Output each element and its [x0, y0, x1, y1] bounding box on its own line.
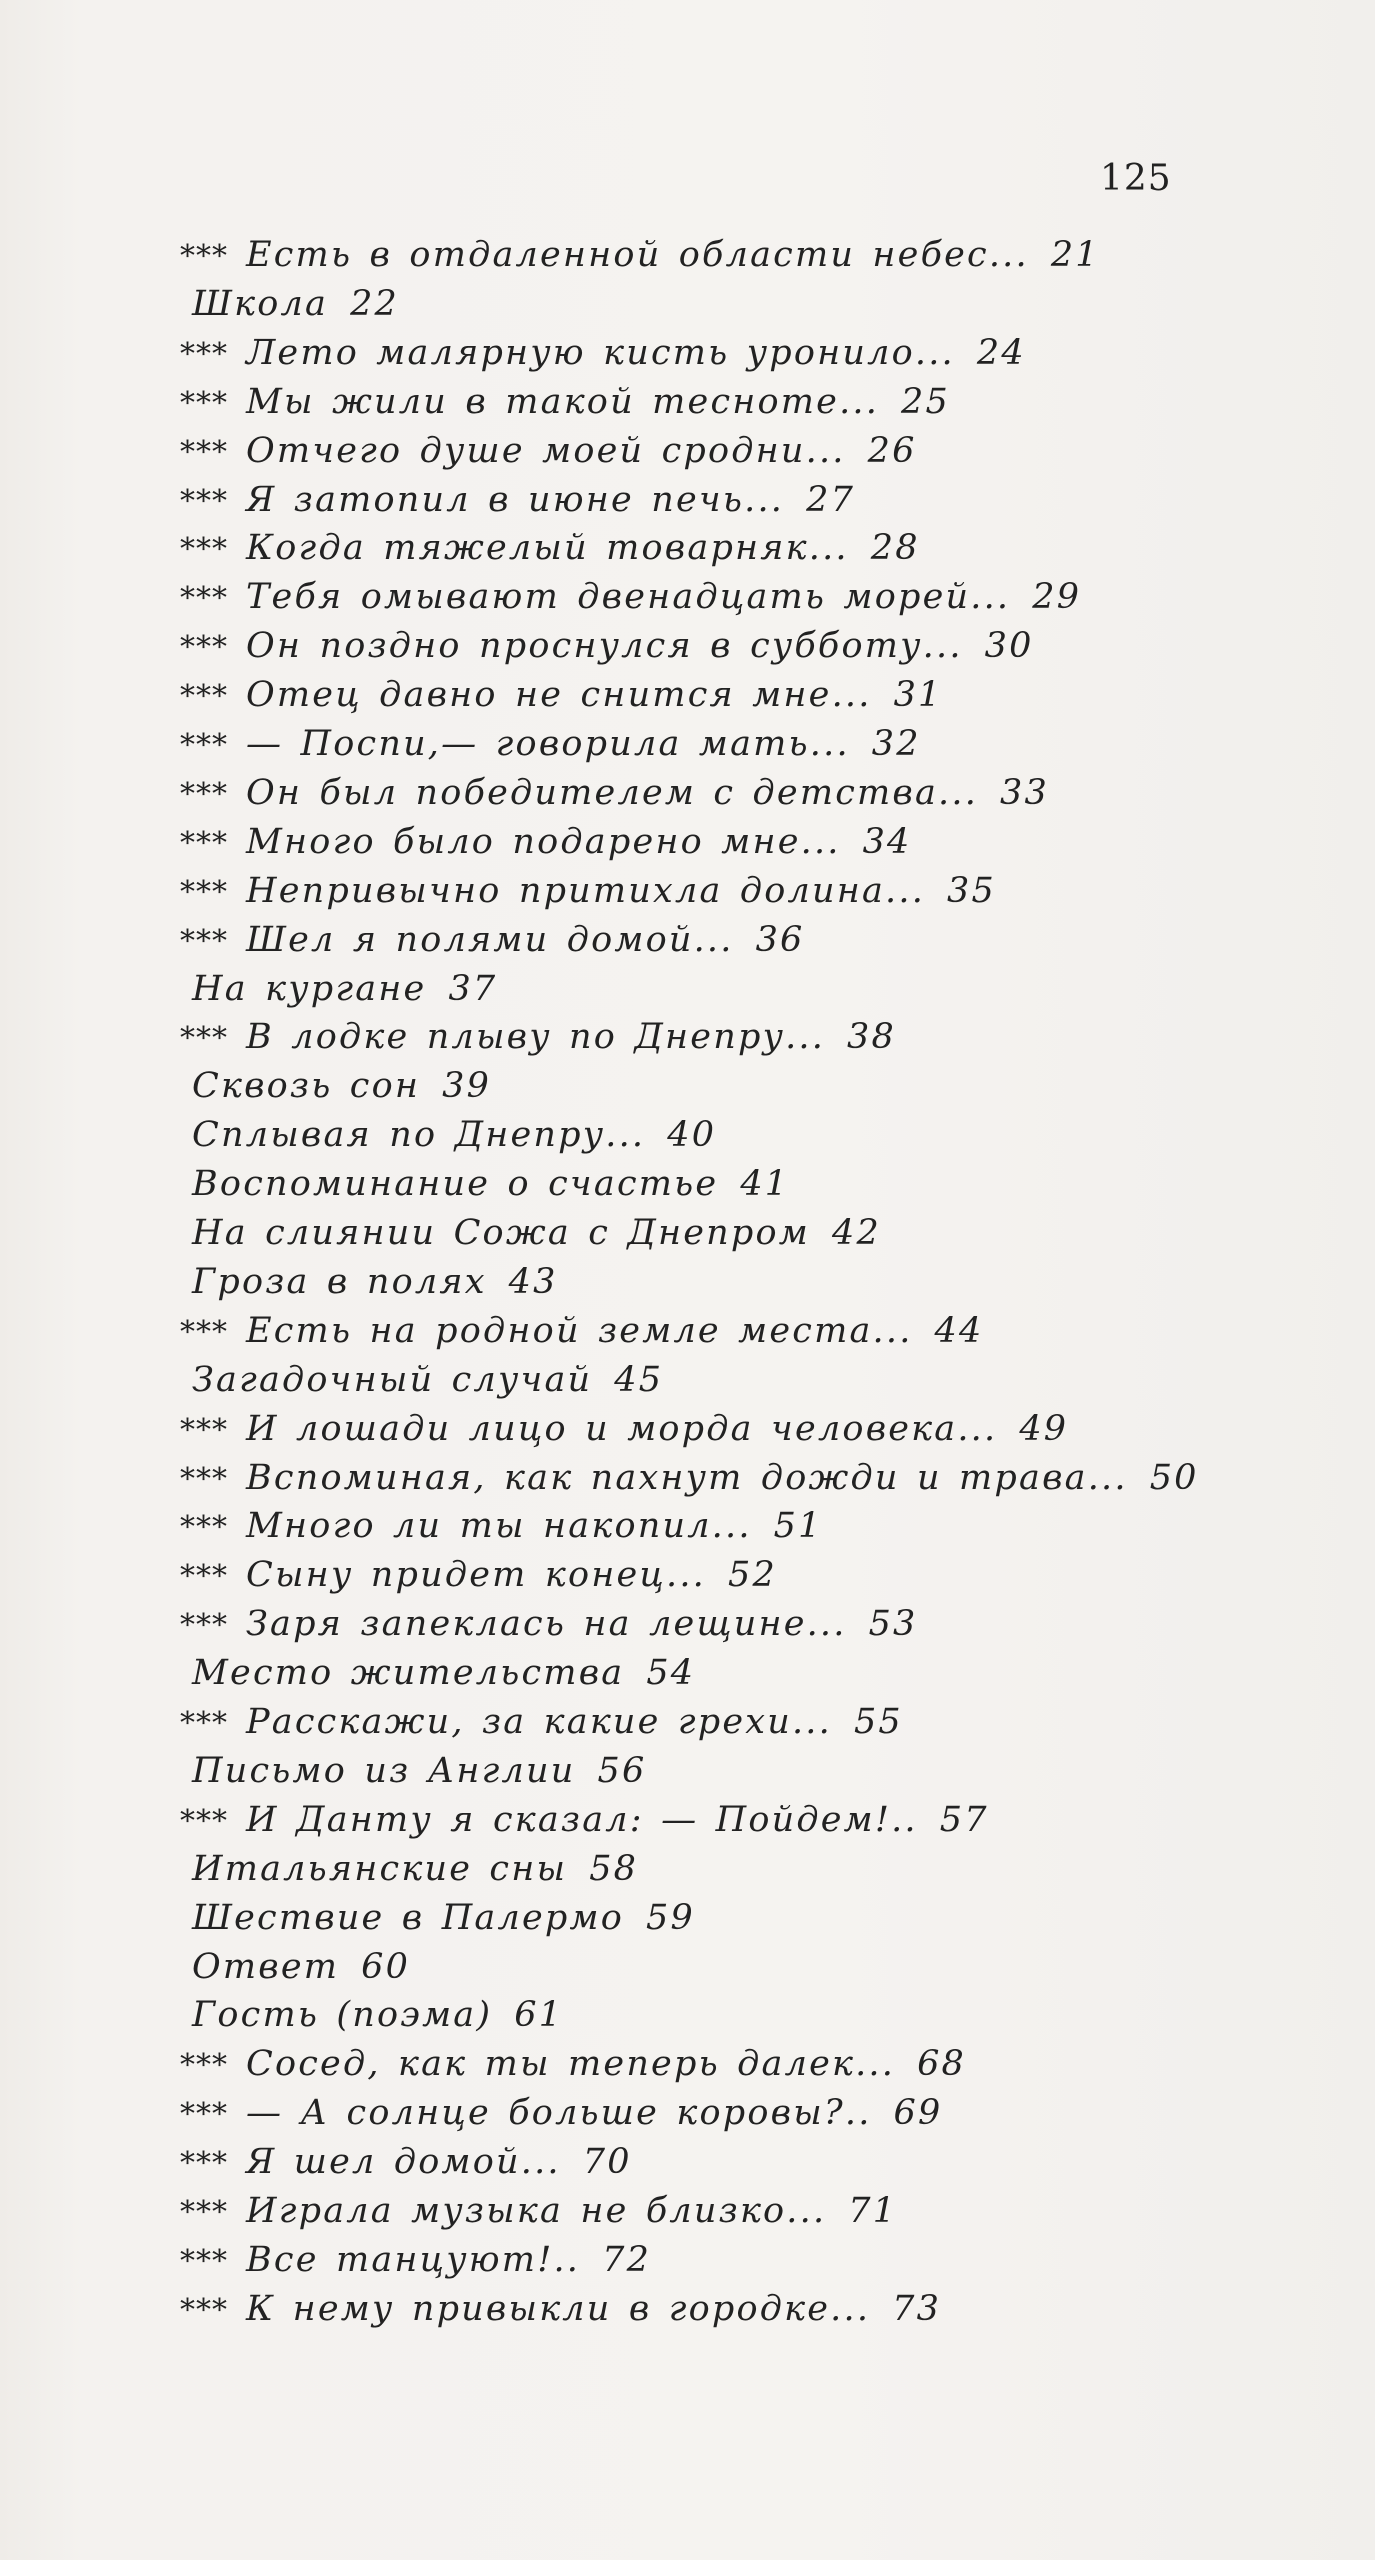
- entry-page-number: 51: [773, 1506, 823, 1546]
- entry-page-number: 39: [442, 1066, 492, 1106]
- entry-page-number: 25: [901, 382, 950, 422]
- entry-title: Сквозь сон: [192, 1066, 421, 1106]
- toc-entry: [180, 1458, 1199, 1506]
- entry-title: Письмо из Англии: [192, 1751, 576, 1791]
- toc-entry: [180, 2044, 966, 2092]
- entry-title: — А солнце больше коровы?..: [246, 2093, 872, 2133]
- toc-entry: [192, 1066, 491, 1114]
- entry-title: Сосед, как ты теперь далек...: [246, 2044, 896, 2084]
- toc-entry: [180, 871, 996, 919]
- entry-page-number: 52: [728, 1555, 777, 1595]
- toc-entry: [180, 577, 1081, 625]
- entry-title: Отец давно не снится мне...: [246, 675, 872, 715]
- entry-title: Он был победителем с детства...: [246, 773, 979, 813]
- entry-title: Все танцуют!..: [246, 2240, 581, 2280]
- entry-title: — Поспи,— говорила мать...: [246, 724, 850, 764]
- entry-page-number: 43: [508, 1262, 558, 1302]
- entry-page-number: 55: [853, 1702, 903, 1742]
- entry-title: В лодке плыву по Днепру...: [246, 1017, 826, 1057]
- entry-page-number: 35: [947, 871, 996, 911]
- asterism-marker: ***: [180, 337, 228, 372]
- asterism-marker: ***: [180, 435, 228, 470]
- toc-entry: [192, 1115, 716, 1163]
- entry-title: Я затопил в июне печь...: [246, 480, 785, 520]
- entry-page-number: 33: [1000, 773, 1049, 813]
- entry-page-number: 38: [847, 1017, 896, 1057]
- entry-title: Заря запеклась на лещине...: [246, 1604, 847, 1644]
- asterism-marker: ***: [180, 581, 228, 616]
- entry-page-number: 54: [646, 1653, 696, 1693]
- toc-entry: [192, 284, 399, 332]
- asterism-marker: ***: [180, 1462, 228, 1497]
- entry-title: Он поздно проснулся в субботу...: [246, 626, 963, 666]
- entry-page-number: 29: [1032, 577, 1082, 617]
- toc-entry: [180, 382, 950, 430]
- entry-title: Воспоминание о счастье: [192, 1164, 719, 1204]
- toc-entry: [180, 773, 1049, 821]
- entry-title: На слиянии Сожа с Днепром: [192, 1213, 810, 1253]
- asterism-marker: ***: [180, 728, 228, 763]
- asterism-marker: ***: [180, 924, 228, 959]
- entry-page-number: 24: [976, 333, 1026, 373]
- entry-title: Отчего душе моей сродни...: [246, 431, 846, 471]
- entry-title: Шел я полями домой...: [246, 920, 734, 960]
- entry-page-number: 36: [755, 920, 805, 960]
- toc-entry: [180, 1506, 823, 1554]
- entry-page-number: 42: [832, 1213, 881, 1253]
- entry-title: Сплывая по Днепру...: [192, 1115, 646, 1155]
- asterism-marker: ***: [180, 1315, 228, 1350]
- toc-entry: [192, 1213, 881, 1261]
- entry-title: Расскажи, за какие грехи...: [246, 1702, 832, 1742]
- entry-page-number: 56: [597, 1751, 647, 1791]
- entry-title: Мы жили в такой тесноте...: [246, 382, 880, 422]
- asterism-marker: ***: [180, 826, 228, 861]
- entry-page-number: 45: [614, 1360, 664, 1400]
- entry-title: Есть в отдаленной области небес...: [246, 235, 1029, 275]
- toc-entry: [192, 1360, 663, 1408]
- entry-page-number: 34: [862, 822, 912, 862]
- entry-title: Когда тяжелый товарняк...: [246, 528, 849, 568]
- entry-title: Ответ: [192, 1947, 340, 1987]
- asterism-marker: ***: [180, 1804, 228, 1839]
- entry-page-number: 60: [361, 1947, 411, 1987]
- asterism-marker: ***: [180, 2048, 228, 2083]
- asterism-marker: ***: [180, 2244, 228, 2279]
- entry-page-number: 44: [934, 1311, 984, 1351]
- entry-page-number: 69: [893, 2093, 943, 2133]
- asterism-marker: ***: [180, 239, 228, 274]
- asterism-marker: ***: [180, 1021, 228, 1056]
- toc-entry: [180, 333, 1026, 381]
- entry-page-number: 73: [892, 2289, 942, 2329]
- entry-title: Гость (поэма): [192, 1995, 493, 2035]
- toc-entry: [192, 1653, 695, 1701]
- entry-page-number: 22: [350, 284, 400, 324]
- entry-page-number: 31: [893, 675, 943, 715]
- toc-entry: [180, 480, 855, 528]
- entry-title: К нему привыкли в городке...: [246, 2289, 871, 2329]
- toc-entry: [180, 1604, 918, 1652]
- entry-page-number: 32: [871, 724, 921, 764]
- toc-entry: [180, 2240, 651, 2288]
- entry-title: Тебя омывают двенадцать морей...: [246, 577, 1011, 617]
- entry-page-number: 37: [448, 969, 498, 1009]
- toc-entry: [180, 724, 921, 772]
- toc-entry: [180, 1555, 777, 1603]
- toc-entry: [180, 1702, 903, 1750]
- asterism-marker: ***: [180, 2293, 228, 2328]
- asterism-marker: ***: [180, 875, 228, 910]
- asterism-marker: ***: [180, 777, 228, 812]
- entry-page-number: 41: [740, 1164, 790, 1204]
- entry-title: Много ли ты накопил...: [246, 1506, 752, 1546]
- entry-title: Сыну придет конец...: [246, 1555, 707, 1595]
- toc-entry: [192, 1849, 638, 1897]
- toc-entry: [180, 626, 1034, 674]
- asterism-marker: ***: [180, 1413, 228, 1448]
- asterism-marker: ***: [180, 1510, 228, 1545]
- asterism-marker: ***: [180, 2195, 228, 2230]
- toc-entry: [192, 969, 497, 1017]
- toc-entry: [192, 1898, 695, 1946]
- entry-title: Я шел домой...: [246, 2142, 561, 2182]
- toc-entry: [180, 528, 920, 576]
- entry-title: Лето малярную кисть уронило...: [246, 333, 955, 373]
- entry-title: Итальянские сны: [192, 1849, 568, 1889]
- toc-entry: [192, 1164, 789, 1212]
- entry-title: Школа: [192, 284, 329, 324]
- toc-entry: [180, 235, 1100, 283]
- entry-page-number: 53: [868, 1604, 918, 1644]
- toc-entry: [192, 1947, 410, 1995]
- entry-title: Гроза в полях: [192, 1262, 487, 1302]
- entry-page-number: 70: [582, 2142, 632, 2182]
- asterism-marker: ***: [180, 1706, 228, 1741]
- asterism-marker: ***: [180, 1608, 228, 1643]
- entry-page-number: 26: [867, 431, 917, 471]
- entry-page-number: 61: [514, 1995, 564, 2035]
- entry-page-number: 50: [1149, 1458, 1199, 1498]
- toc-entry: [180, 1409, 1068, 1457]
- asterism-marker: ***: [180, 2146, 228, 2181]
- toc-entry: [192, 1995, 563, 2043]
- entry-page-number: 59: [645, 1898, 695, 1938]
- entry-title: И Данту я сказал: — Пойдем!..: [246, 1800, 918, 1840]
- toc-entry: [180, 2289, 941, 2337]
- page-number: 125: [1100, 158, 1172, 199]
- entry-page-number: 28: [870, 528, 920, 568]
- entry-page-number: 49: [1019, 1409, 1069, 1449]
- toc-entry: [180, 1017, 896, 1065]
- asterism-marker: ***: [180, 2097, 228, 2132]
- entry-title: Играла музыка не близко...: [246, 2191, 827, 2231]
- entry-title: Шествие в Палермо: [192, 1898, 624, 1938]
- entry-title: На кургане: [192, 969, 427, 1009]
- entry-title: Вспоминая, как пахнут дожди и трава...: [246, 1458, 1128, 1498]
- toc-entry: [180, 1311, 983, 1359]
- toc-entry: [180, 2093, 942, 2141]
- entry-page-number: 57: [939, 1800, 989, 1840]
- toc-entry: [180, 920, 805, 968]
- toc-entry: [180, 1800, 989, 1848]
- asterism-marker: ***: [180, 484, 228, 519]
- entry-title: Много было подарено мне...: [246, 822, 841, 862]
- entry-page-number: 30: [984, 626, 1034, 666]
- toc-entry: [192, 1262, 558, 1310]
- entry-title: Место жительства: [192, 1653, 625, 1693]
- entry-page-number: 71: [848, 2191, 898, 2231]
- toc-entry: [180, 431, 917, 479]
- entry-page-number: 68: [917, 2044, 967, 2084]
- entry-page-number: 40: [667, 1115, 717, 1155]
- toc-entry: [180, 2191, 897, 2239]
- entry-page-number: 27: [806, 480, 856, 520]
- entry-page-number: 21: [1050, 235, 1100, 275]
- entry-title: Есть на родной земле места...: [246, 1311, 913, 1351]
- asterism-marker: ***: [180, 1559, 228, 1594]
- asterism-marker: ***: [180, 386, 228, 421]
- toc-entry: [180, 2142, 632, 2190]
- entry-page-number: 72: [602, 2240, 652, 2280]
- asterism-marker: ***: [180, 679, 228, 714]
- entry-title: И лошади лицо и морда человека...: [246, 1409, 998, 1449]
- asterism-marker: ***: [180, 630, 228, 665]
- toc-entry: [192, 1751, 646, 1799]
- entry-page-number: 58: [589, 1849, 639, 1889]
- entry-title: Загадочный случай: [192, 1360, 593, 1400]
- asterism-marker: ***: [180, 532, 228, 567]
- entry-title: Непривычно притихла долина...: [246, 871, 926, 911]
- toc-entry: [180, 822, 912, 870]
- toc-entry: [180, 675, 943, 723]
